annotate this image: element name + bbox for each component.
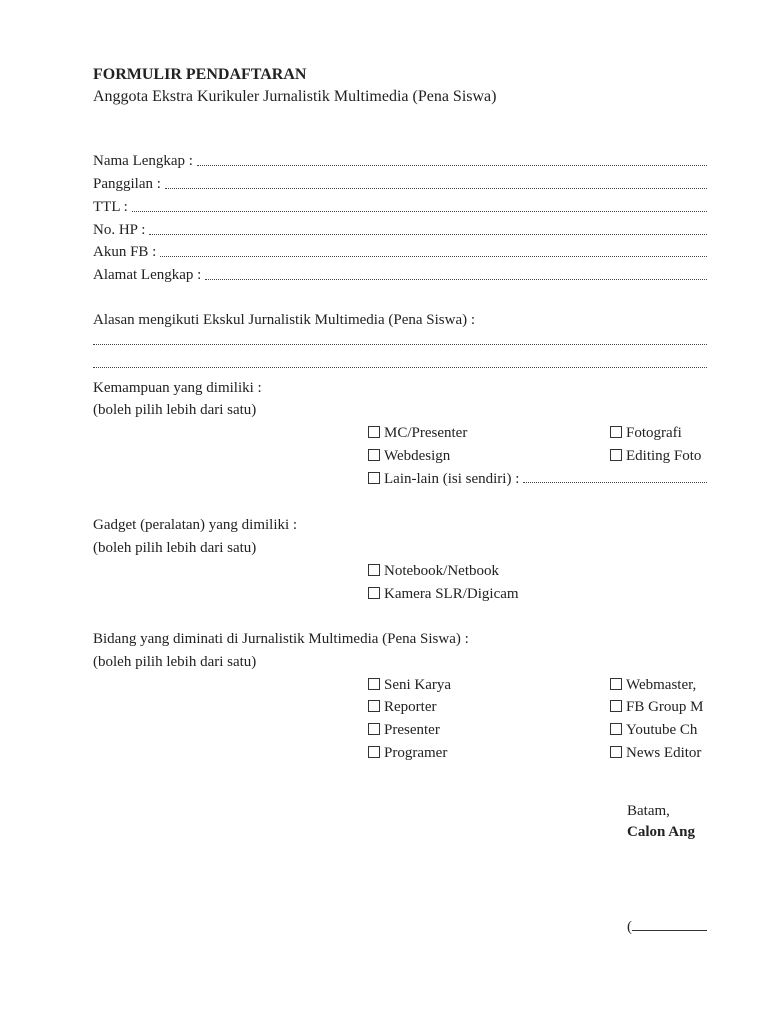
field-ttl[interactable] (93, 198, 707, 216)
checkbox-editing-foto[interactable]: Editing Foto (610, 447, 701, 465)
field-fb[interactable] (93, 243, 707, 261)
gadget-hint: (boleh pilih lebih dari satu) (93, 540, 257, 556)
signature-line[interactable]: ( (627, 918, 707, 936)
reason-label: Alasan mengikuti Ekskul Jurnalistik Multimedia (Pena Siswa) : (93, 312, 476, 328)
reason-line-2[interactable] (93, 357, 707, 368)
checkbox-fotografi[interactable]: Fotografi (610, 424, 682, 442)
checkbox-youtube[interactable]: Youtube Ch (610, 721, 697, 739)
checkbox-news-editor[interactable]: News Editor (610, 744, 701, 762)
field-nama[interactable] (93, 152, 707, 170)
field-hp[interactable] (93, 221, 707, 239)
checkbox-mc[interactable]: MC/Presenter (368, 424, 467, 442)
interest-hint: (boleh pilih lebih dari satu) (93, 654, 257, 670)
gadget-label: Gadget (peralatan) yang dimiliki : (93, 517, 298, 533)
field-label: Panggilan : (93, 176, 161, 192)
form-subtitle: Anggota Ekstra Kurikuler Jurnalistik Multimedia (Pena Siswa) (93, 88, 497, 105)
signature-place: Batam, (627, 803, 670, 819)
checkbox-programer[interactable]: Programer (368, 744, 447, 762)
field-label: Akun FB : (93, 244, 157, 260)
field-alamat[interactable] (93, 266, 707, 284)
checkbox-reporter[interactable]: Reporter (368, 698, 436, 716)
interest-label: Bidang yang diminati di Jurnalistik Multimedia (Pena Siswa) : (93, 631, 469, 647)
checkbox-kamera[interactable]: Kamera SLR/Digicam (368, 585, 519, 603)
field-label: Alamat Lengkap : (93, 267, 202, 283)
checkbox-notebook[interactable]: Notebook/Netbook (368, 562, 499, 580)
checkbox-lain-lain[interactable]: Lain-lain (isi sendiri) : (368, 470, 707, 488)
field-panggilan[interactable] (93, 175, 707, 193)
checkbox-fb-group[interactable]: FB Group M (610, 698, 704, 716)
skills-hint: (boleh pilih lebih dari satu) (93, 402, 257, 418)
field-label: No. HP : (93, 222, 146, 238)
checkbox-presenter[interactable]: Presenter (368, 721, 440, 739)
field-label: TTL : (93, 199, 128, 215)
reason-line-1[interactable] (93, 334, 707, 345)
field-label: Nama Lengkap : (93, 153, 193, 169)
form-title: FORMULIR PENDAFTARAN (93, 66, 307, 83)
checkbox-seni-karya[interactable]: Seni Karya (368, 676, 451, 694)
checkbox-webmaster[interactable]: Webmaster, (610, 676, 696, 694)
checkbox-webdesign[interactable]: Webdesign (368, 447, 450, 465)
signature-role: Calon Ang (627, 824, 695, 840)
skills-label: Kemampuan yang dimiliki : (93, 380, 262, 396)
